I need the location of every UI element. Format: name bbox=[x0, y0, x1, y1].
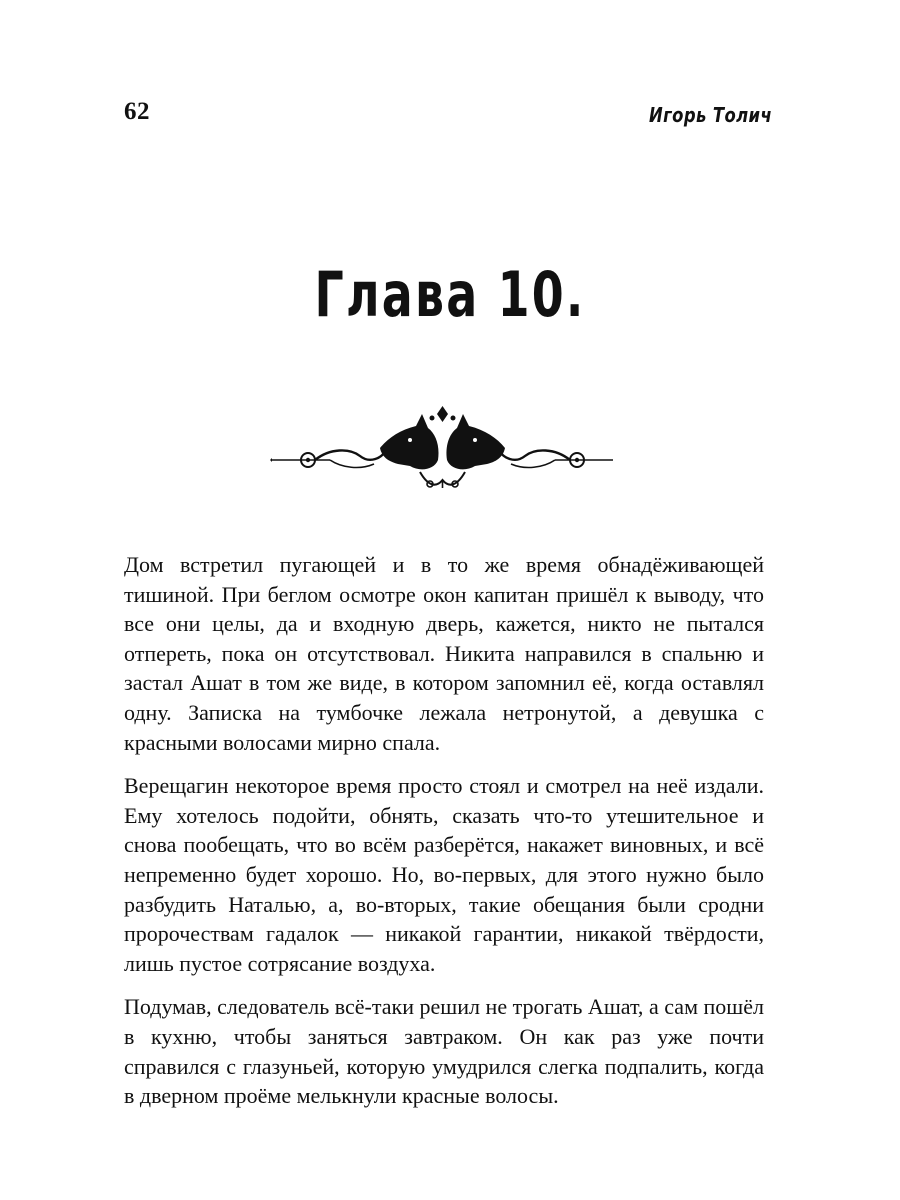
paragraph: Подумав, следователь всё-таки решил не трогать Ашат, а сам пошёл в кухню, чтобы заняться завтраком. Он как раз уже почти справился с глазуньей, которую умудрился слегка подпалить, когда в дверном проёме мелькнули красные волосы. bbox=[124, 994, 764, 1109]
chapter-title: Глава 10. bbox=[314, 258, 586, 331]
page-number: 62 bbox=[124, 98, 150, 125]
chapter-text bbox=[124, 550, 764, 1125]
twin-wolves-ornament-icon bbox=[270, 400, 615, 492]
running-head-author: Игорь Толич bbox=[648, 103, 772, 127]
paragraph: Дом встретил пугающей и в то же время обнадёживающей тишиной. При беглом осмотре окон капитан пришёл к выводу, что все они целы, да и входную дверь, кажется, никто не пытался отпереть, пока он отсутствовал. Никита направился в спальню и застал Ашат в том же виде, в котором запомнил её, когда оставлял одну. Записка на тумбочке лежала нетронутой, а девушка с красными волосами мирно спала. bbox=[124, 552, 764, 755]
paragraph: Верещагин некоторое время просто стоял и смотрел на неё издали. Ему хотелось подойти, обнять, сказать что-то утешительное и снова пообещать, что во всём разберётся, накажет виновных, и всё непременно будет хорошо. Но, во-первых, для этого нужно было разбудить Наталью, а, во-вторых, такие обещания были сродни пророчествам гадалок — никакой гарантии, никакой твёрдости, лишь пустое сотрясание воздуха. bbox=[124, 773, 764, 976]
